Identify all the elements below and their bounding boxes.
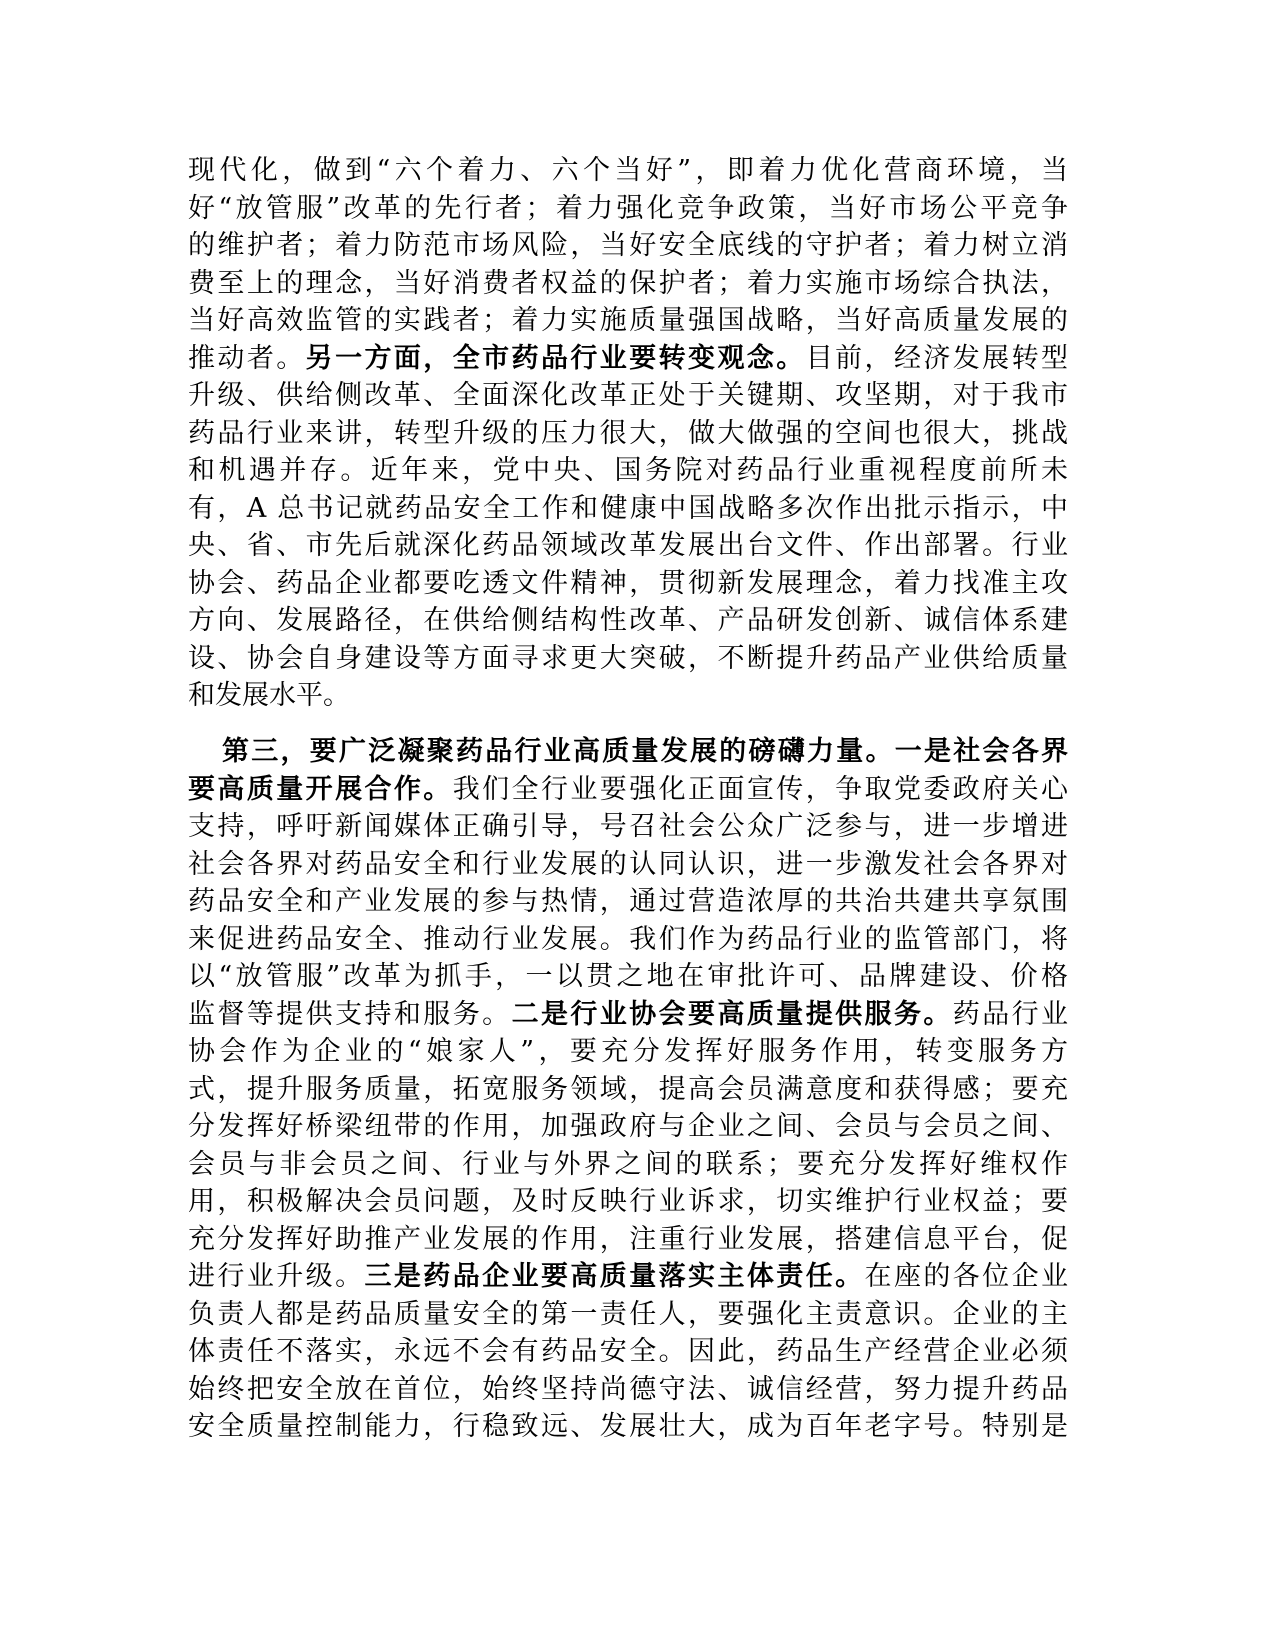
- text-run: 升级、供给侧改革、全面深化改革正处于关键期、攻坚期，对于我市: [188, 380, 1068, 411]
- text-run: 费至上的理念，当好消费者权益的保护者；着力实施市场综合执法，: [188, 267, 1068, 299]
- text-run: 药品行业来讲，转型升级的压力很大，做大做强的空间也很大，挑战: [188, 417, 1068, 449]
- text-line: [188, 340, 1068, 378]
- text-run: 社会各界对药品安全和行业发展的认同认识，进一步激发社会各界对: [188, 848, 1068, 880]
- text-run: 充分发挥好助推产业发展的作用，注重行业发展，搭建信息平台，促: [188, 1223, 1068, 1255]
- text-run: 以“放管服”改革为抓手，一以贯之地在审批许可、品牌建设、价格: [188, 961, 1068, 992]
- bold-text-run: 第三，要广泛凝聚药品行业高质量发展的磅礴力量。一是社会各界: [222, 736, 1068, 767]
- text-line: [188, 996, 1068, 1034]
- bold-text-run: 三是药品企业要高质量落实主体责任。: [364, 1261, 865, 1292]
- text-run: 监督等提供支持和服务。: [188, 998, 512, 1030]
- text-line: [188, 958, 1068, 996]
- text-run: 药品行业: [952, 998, 1069, 1030]
- text-line: [188, 640, 1068, 678]
- text-run: 始终把安全放在首位，始终坚持尚德守法、诚信经营，努力提升药品: [188, 1373, 1068, 1405]
- text-line: [188, 227, 1068, 265]
- text-line: [188, 1108, 1068, 1146]
- text-run: 安全质量控制能力，行稳致远、发展壮大，成为百年老字号。特别是: [188, 1411, 1068, 1442]
- text-run: 央、省、市先后就深化药品领域改革发展出台文件、作出部署。行业: [188, 530, 1068, 561]
- text-line: [188, 677, 1068, 715]
- text-line: [188, 1071, 1068, 1109]
- text-line: [188, 1146, 1068, 1184]
- text-line: [188, 1371, 1068, 1409]
- text-line: [188, 302, 1068, 340]
- text-line: [188, 1408, 1068, 1446]
- text-line: [188, 602, 1068, 640]
- text-run: 方向、发展路径，在供给侧结构性改革、产品研发创新、诚信体系建: [188, 605, 1068, 636]
- text-run: 药品安全和产业发展的参与热情，通过营造浓厚的共治共建共享氛围: [188, 886, 1068, 917]
- text-line: [188, 771, 1068, 809]
- text-run: 和机遇并存。近年来，党中央、国务院对药品行业重视程度前所未: [188, 455, 1068, 486]
- text-run: 有，A 总书记就药品安全工作和健康中国战略多次作出批示指示，中: [188, 492, 1068, 524]
- text-run: 体责任不落实，永远不会有药品安全。因此，药品生产经营企业必须: [188, 1336, 1068, 1367]
- text-line: [188, 152, 1068, 190]
- text-run: 现代化，做到“六个着力、六个当好”，即着力优化营商环境，当: [188, 155, 1068, 186]
- paragraph-1: [188, 152, 1068, 715]
- text-line: [188, 1333, 1068, 1371]
- text-run: 推动者。: [188, 342, 306, 374]
- text-run: 当好高效监管的实践者；着力实施质量强国战略，当好高质量发展的: [188, 305, 1068, 336]
- text-line: [188, 190, 1068, 228]
- text-line: [188, 1296, 1068, 1334]
- text-run: 负责人都是药品质量安全的第一责任人，要强化主责意识。企业的主: [188, 1298, 1068, 1330]
- text-run: 好“放管服”改革的先行者；着力强化竞争政策，当好市场公平竞争: [188, 192, 1068, 224]
- text-line: [188, 1221, 1068, 1259]
- text-run: 分发挥好桥梁纽带的作用，加强政府与企业之间、会员与会员之间、: [188, 1111, 1068, 1142]
- text-run: 会员与非会员之间、行业与外界之间的联系；要充分发挥好维权作: [188, 1148, 1068, 1180]
- text-line: [188, 527, 1068, 565]
- text-run: 设、协会自身建设等方面寻求更大突破，不断提升药品产业供给质量: [188, 642, 1068, 674]
- text-run: 我们全行业要强化正面宣传，争取党委政府关心: [452, 773, 1069, 805]
- bold-text-run: 二是行业协会要高质量提供服务。: [511, 998, 953, 1030]
- text-run: 的维护者；着力防范市场风险，当好安全底线的守护者；着力树立消: [188, 230, 1068, 261]
- bold-text-run: 要高质量开展合作。: [188, 773, 453, 805]
- text-line: [188, 415, 1068, 453]
- text-run: 支持，呼吁新闻媒体正确引导，号召社会公众广泛参与，进一步增进: [188, 811, 1068, 842]
- text-line: [188, 921, 1068, 959]
- text-line: [188, 452, 1068, 490]
- text-line: [188, 1033, 1068, 1071]
- text-run: 协会作为企业的“娘家人”，要充分发挥好服务作用，转变服务方: [188, 1036, 1068, 1067]
- text-line: [188, 490, 1068, 528]
- text-line: [188, 565, 1068, 603]
- text-line: [188, 1258, 1068, 1296]
- text-run: 进行业升级。: [188, 1261, 365, 1292]
- bold-text-run: 另一方面，全市药品行业要转变观念。: [305, 342, 806, 374]
- text-run: 协会、药品企业都要吃透文件精神，贯彻新发展理念，着力找准主攻: [188, 567, 1068, 599]
- text-line: [188, 1183, 1068, 1221]
- text-line: [188, 733, 1068, 771]
- text-run: 式，提升服务质量，拓宽服务领域，提高会员满意度和获得感；要充: [188, 1073, 1068, 1105]
- text-line: [188, 808, 1068, 846]
- text-run: 来促进药品安全、推动行业发展。我们作为药品行业的监管部门，将: [188, 923, 1068, 955]
- text-line: [188, 846, 1068, 884]
- paragraph-2: [188, 733, 1068, 1446]
- text-line: [188, 265, 1068, 303]
- text-line: [188, 377, 1068, 415]
- text-run: 在座的各位企业: [864, 1261, 1069, 1292]
- text-run: 和发展水平。: [188, 680, 350, 711]
- text-run: 目前，经济发展转型: [805, 342, 1069, 374]
- text-run: 用，积极解决会员问题，及时反映行业诉求，切实维护行业权益；要: [188, 1186, 1068, 1217]
- text-line: [188, 883, 1068, 921]
